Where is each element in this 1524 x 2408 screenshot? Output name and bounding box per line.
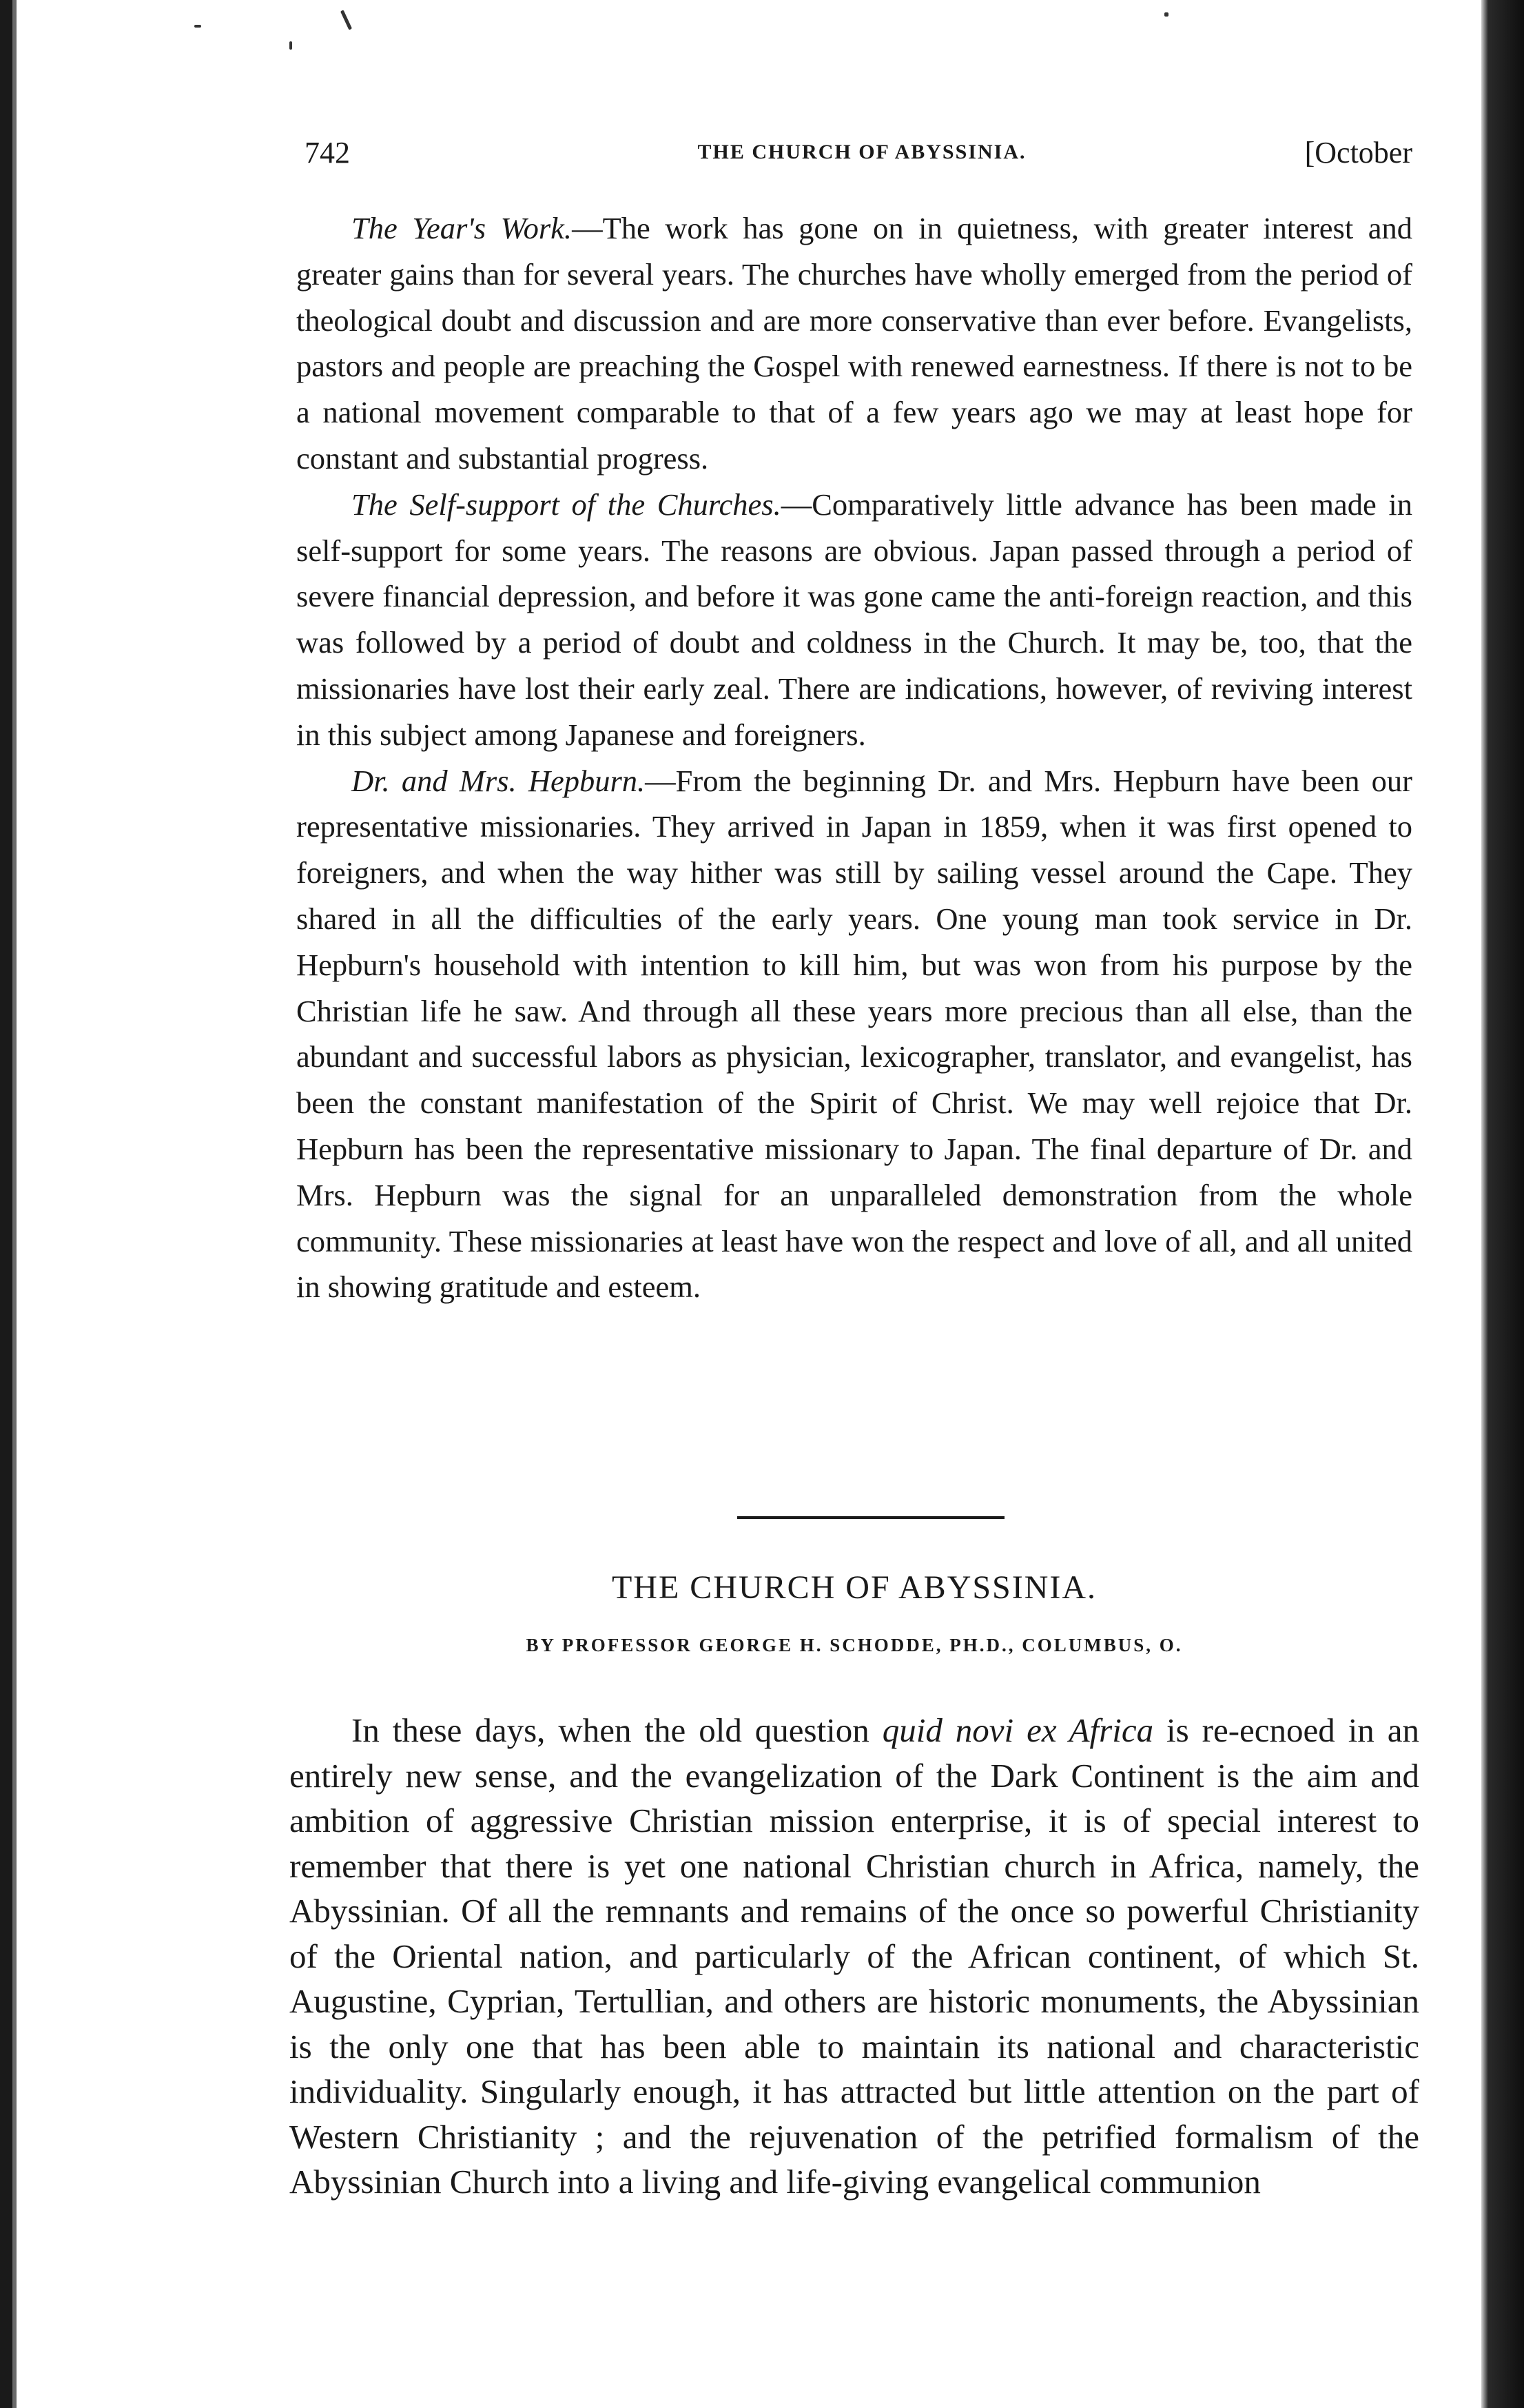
scan-edge-right: [1481, 0, 1524, 2408]
scan-edge-left-shadow: [12, 0, 17, 2408]
paragraph-self-support: [296, 482, 1412, 758]
article-byline: BY PROFESSOR GEORGE H. SCHODDE, PH.D., COLUMBUS, O.: [526, 1635, 1183, 1655]
paragraph-body: —Comparatively little advance has been made in self-support for some years. The reasons are obvious. Japan passed through a period of severe financial depression, and before it was gone came the anti-foreign reaction, and this was followed by a period of doubt and coldness in the Church. It may be, too, that the missionaries have lost their early zeal. There are indications, however, of reviving interest in this subject among Japanese and foreigners.: [296, 487, 1412, 752]
scan-speck: [340, 10, 352, 30]
paragraph-years-work: [296, 205, 1412, 482]
paragraph-lead: Dr. and Mrs. Hepburn.: [351, 763, 646, 798]
preceding-article-text: [296, 205, 1412, 1310]
scan-speck: [289, 41, 292, 50]
section-divider: [737, 1516, 1005, 1519]
page-number: 742: [305, 136, 350, 170]
article-text: is re-ecnoed in an entirely new sense, and the evangelization of the Dark Continent is the aim and ambition of aggressive Christian mission enterprise, it is of special interest to remember that there is yet one national Christian church in Africa, namely, the Abyssinian. Of all the remnants and remains of the once so powerful Christianity of the Oriental nation, and particularly of the African continent, of which St. Augustine, Cyprian, Tertullian, and others are historic monuments, the Abyssinian is the only one that has been able to maintain its national and characteristic individuality. Singularly enough, it has attracted but little attention on the part of Western Christianity ; and the rejuvenation of the petrified formalism of the Abyssinian Church into a living and life-giving evangelical communion: [289, 1711, 1419, 2201]
paragraph-lead: The Self-support of the Churches.: [351, 487, 781, 522]
paragraph-hepburn: [296, 758, 1412, 1311]
paragraph-body: —The work has gone on in quietness, with greater interest and greater gains than for several years. The churches have wholly emerged from the period of theological doubt and discussion and are more conservative than ever before. Evangelists, pastors and people are preaching the Gospel with renewed earnestness. If there is not to be a national movement comparable to that of a few years ago we may at least hope for constant and substantial progress.: [296, 211, 1412, 476]
article-latin-phrase: quid novi ex Africa: [882, 1711, 1154, 1749]
article-text: In these days, when the old question: [351, 1711, 883, 1749]
scan-speck: [194, 25, 201, 28]
page-header: [305, 135, 1412, 176]
article-title: THE CHURCH OF ABYSSINIA.: [611, 1569, 1098, 1606]
scan-speck: [1164, 12, 1168, 17]
paragraph-lead: The Year's Work.: [351, 211, 573, 245]
paragraph-body: —From the beginning Dr. and Mrs. Hepburn have been our representative missionaries. They arrived in Japan in 1859, when it was first opened to foreigners, and when the way hither was still by sailing vessel around the Cape. They shared in all the difficulties of the early years. One young man took service in Dr. Hepburn's household with intention to kill him, but was won from his purpose by the Christian life he saw. And through all these years more precious than all else, than the abundant and successful labors as physician, lexicographer, translator, and evangelist, has been the constant manifestation of the Spirit of Christ. We may well rejoice that Dr. Hepburn has been the representative missionary to Japan. The final departure of Dr. and Mrs. Hepburn was the signal for an unparalleled demonstration from the whole community. These missionaries at least have won the respect and love of all, and all united in showing gratitude and esteem.: [296, 763, 1412, 1305]
article-body: [289, 1708, 1419, 2205]
running-head: THE CHURCH OF ABYSSINIA.: [697, 141, 1027, 163]
scan-edge-left: [0, 0, 12, 2408]
article-paragraph: [289, 1708, 1419, 2205]
issue-month: [October: [1304, 136, 1412, 170]
